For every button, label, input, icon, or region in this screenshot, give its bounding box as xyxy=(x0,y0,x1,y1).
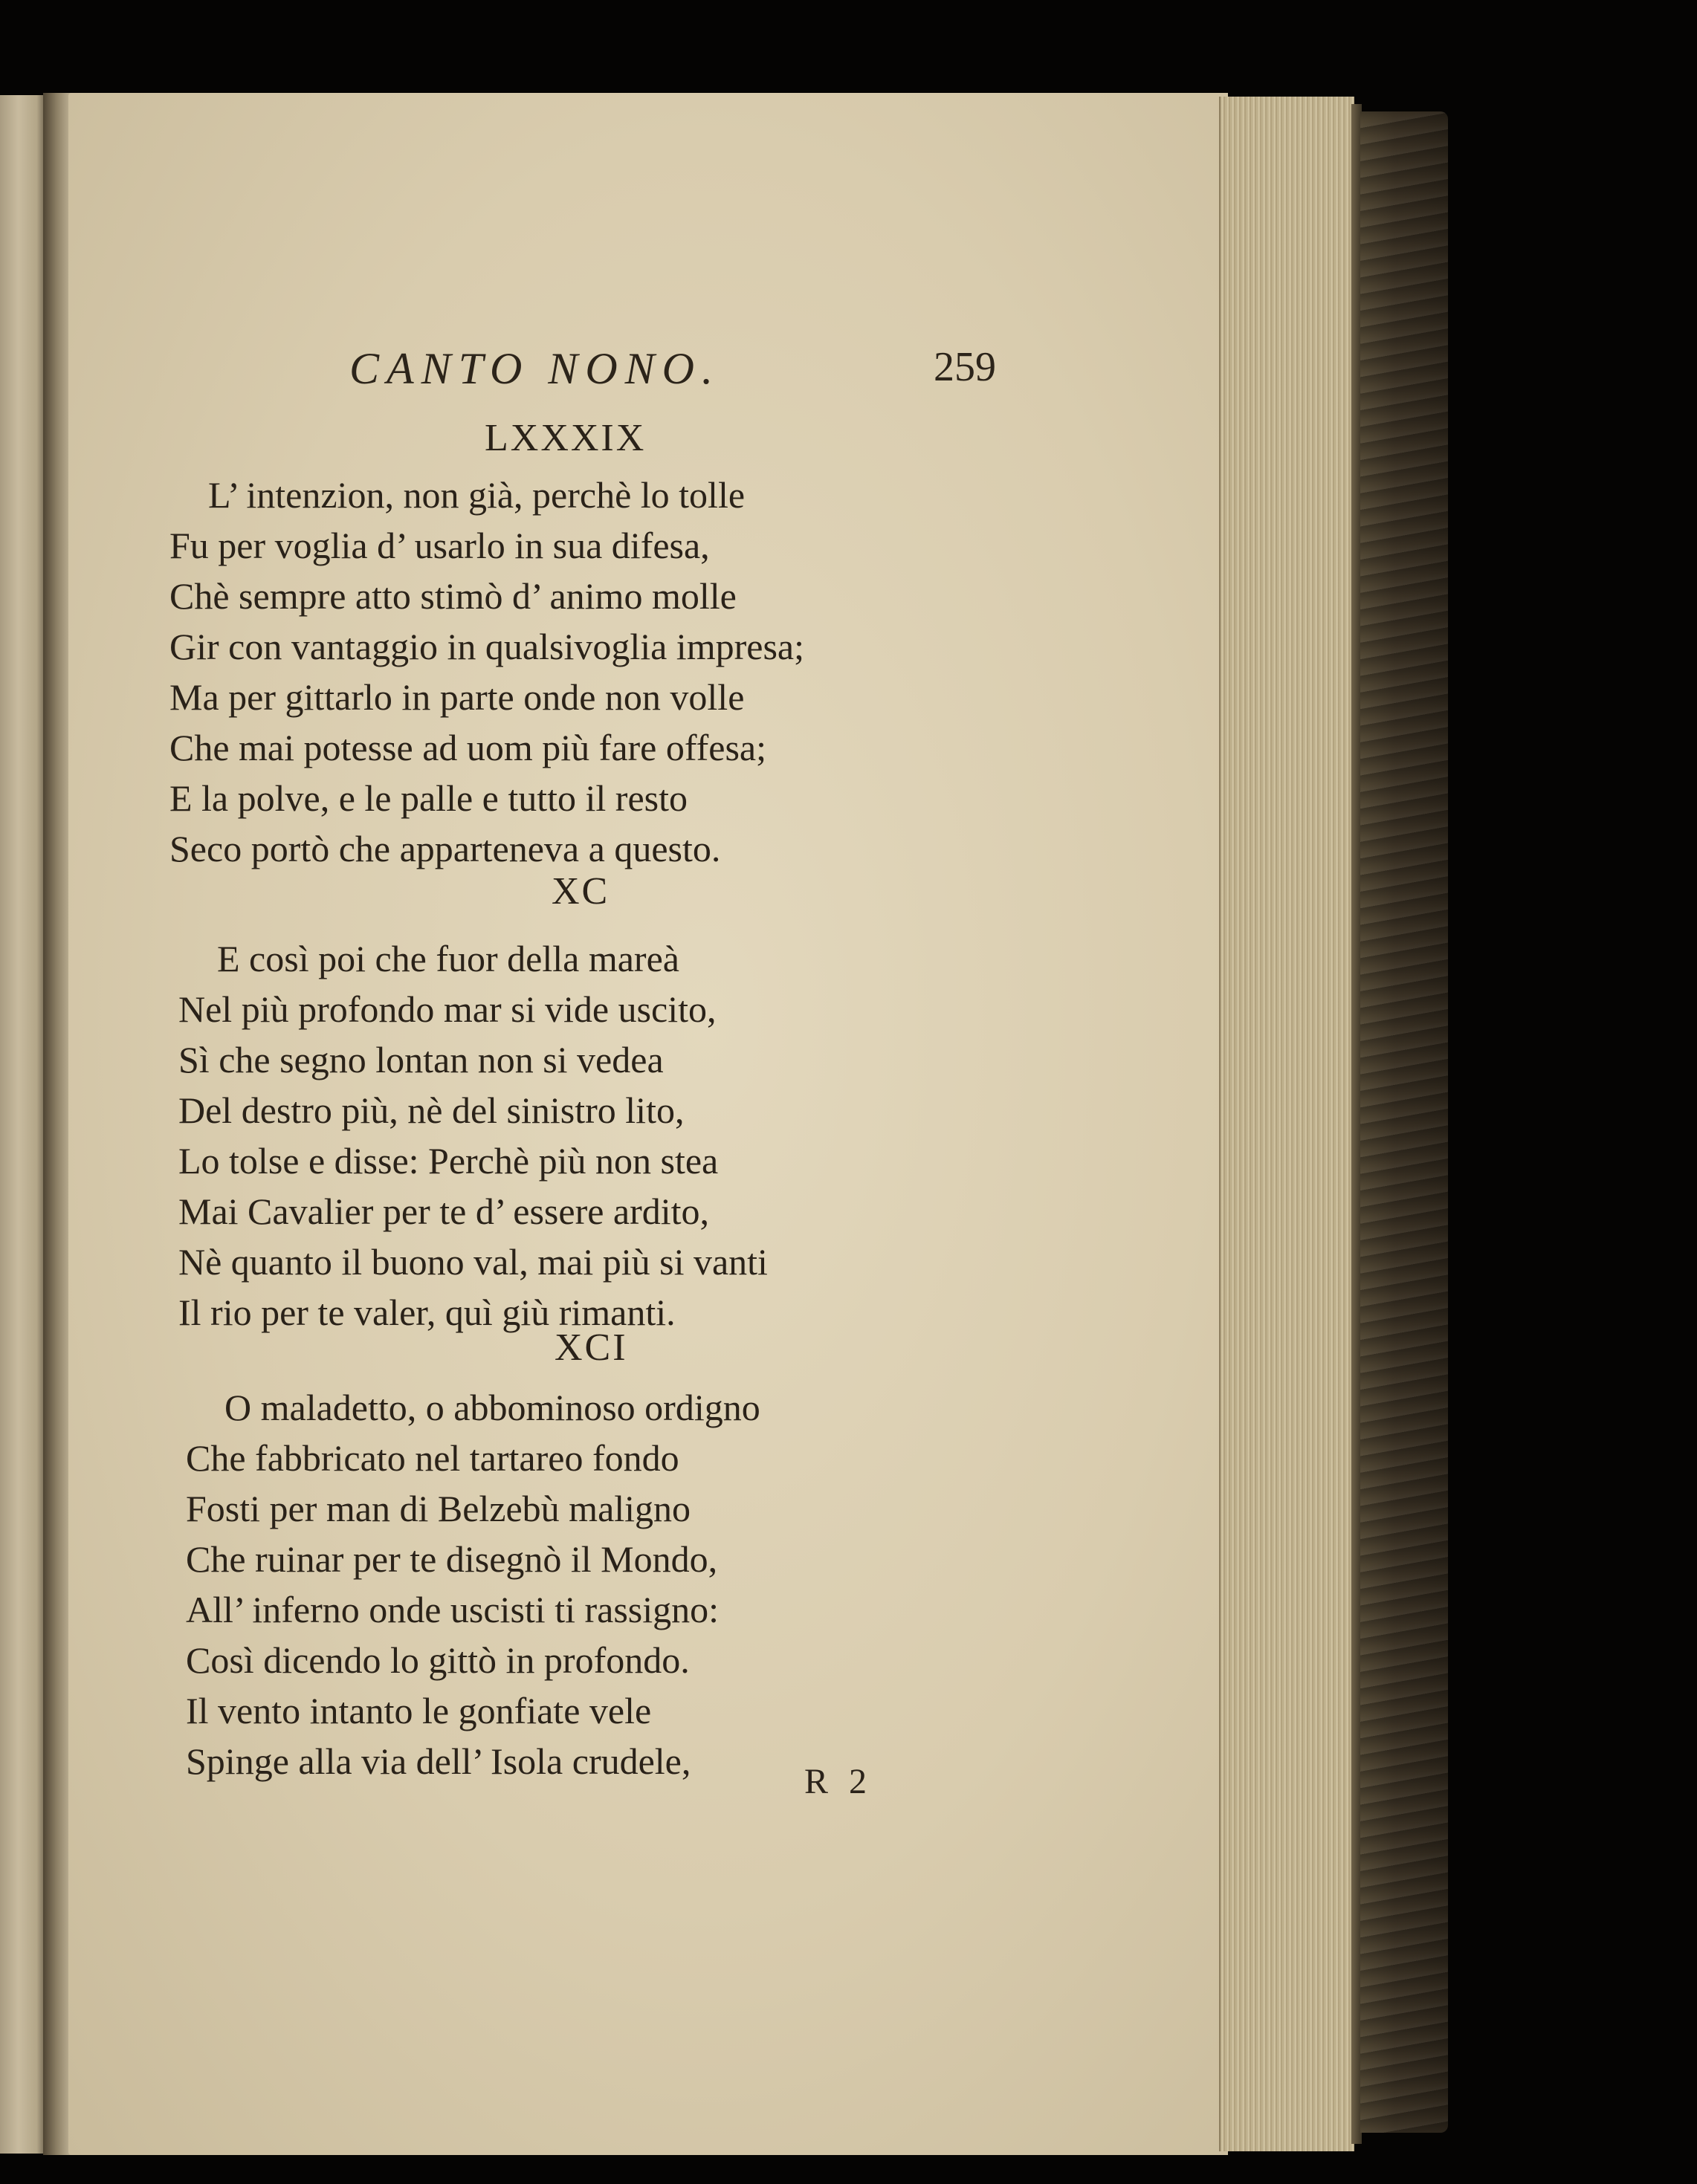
verse-line: Che mai potesse ad uom più fare offesa; xyxy=(169,727,767,768)
stanza-numeral: XCI xyxy=(555,1326,628,1369)
verse-line: Lo tolse e disse: Perchè più non stea xyxy=(178,1140,719,1182)
verse-line: Nel più profondo mar si vide uscito, xyxy=(178,988,717,1030)
verse-line: Così dicendo lo gittò in profondo. xyxy=(186,1639,690,1681)
verse-line: Fosti per man di Belzebù maligno xyxy=(186,1488,691,1529)
facing-page-edge xyxy=(0,95,46,2154)
signature-mark: R 2 xyxy=(804,1762,873,1801)
verse-line: L’ intenzion, non già, perchè lo tolle xyxy=(208,474,746,516)
stanza-xci xyxy=(186,1382,760,1786)
verse-line: E la polve, e le palle e tutto il resto xyxy=(169,777,688,819)
verse-line: Chè sempre atto stimò d’ animo molle xyxy=(169,575,737,617)
verse-line: Seco portò che apparteneva a questo. xyxy=(169,828,721,869)
verse-line: Ma per gittarlo in parte onde non volle xyxy=(169,676,745,718)
verse-line: O maladetto, o abbominoso ordigno xyxy=(224,1387,760,1428)
verse-line: Fu per voglia d’ usarlo in sua difesa, xyxy=(169,525,710,566)
leather-binding xyxy=(1360,111,1448,2133)
stanza-xc xyxy=(178,933,768,1338)
verse-line: Del destro più, nè del sinistro lito, xyxy=(178,1089,685,1131)
stanza-lxxxix xyxy=(169,470,804,874)
verse-line: Sì che segno lontan non si vedea xyxy=(178,1039,664,1080)
stanza-numeral: XC xyxy=(552,870,610,913)
stanza-numeral: LXXXIX xyxy=(485,417,647,459)
page-number: 259 xyxy=(934,344,996,390)
verse-line: Gir con vantaggio in qualsivoglia impresa; xyxy=(169,626,804,667)
verse-line: Che fabbricato nel tartareo fondo xyxy=(186,1437,679,1479)
verse-line: All’ inferno onde uscisti ti rassigno: xyxy=(186,1589,720,1630)
verse-line: Il rio per te valer, quì giù rimanti. xyxy=(178,1292,676,1333)
verse-line: Il vento intanto le gonfiate vele xyxy=(186,1690,652,1731)
page-block-edges xyxy=(1219,97,1354,2151)
verse-line: E così poi che fuor della mareà xyxy=(217,938,679,979)
verse-line: Mai Cavalier per te d’ essere ardito, xyxy=(178,1190,710,1232)
verse-line: Nè quanto il buono val, mai più si vanti xyxy=(178,1241,768,1283)
running-title: CANTO NONO. xyxy=(349,344,721,393)
verse-line: Spinge alla via dell’ Isola crudele, xyxy=(186,1740,691,1782)
verse-line: Che ruinar per te disegnò il Mondo, xyxy=(186,1538,718,1580)
running-head xyxy=(349,343,996,410)
